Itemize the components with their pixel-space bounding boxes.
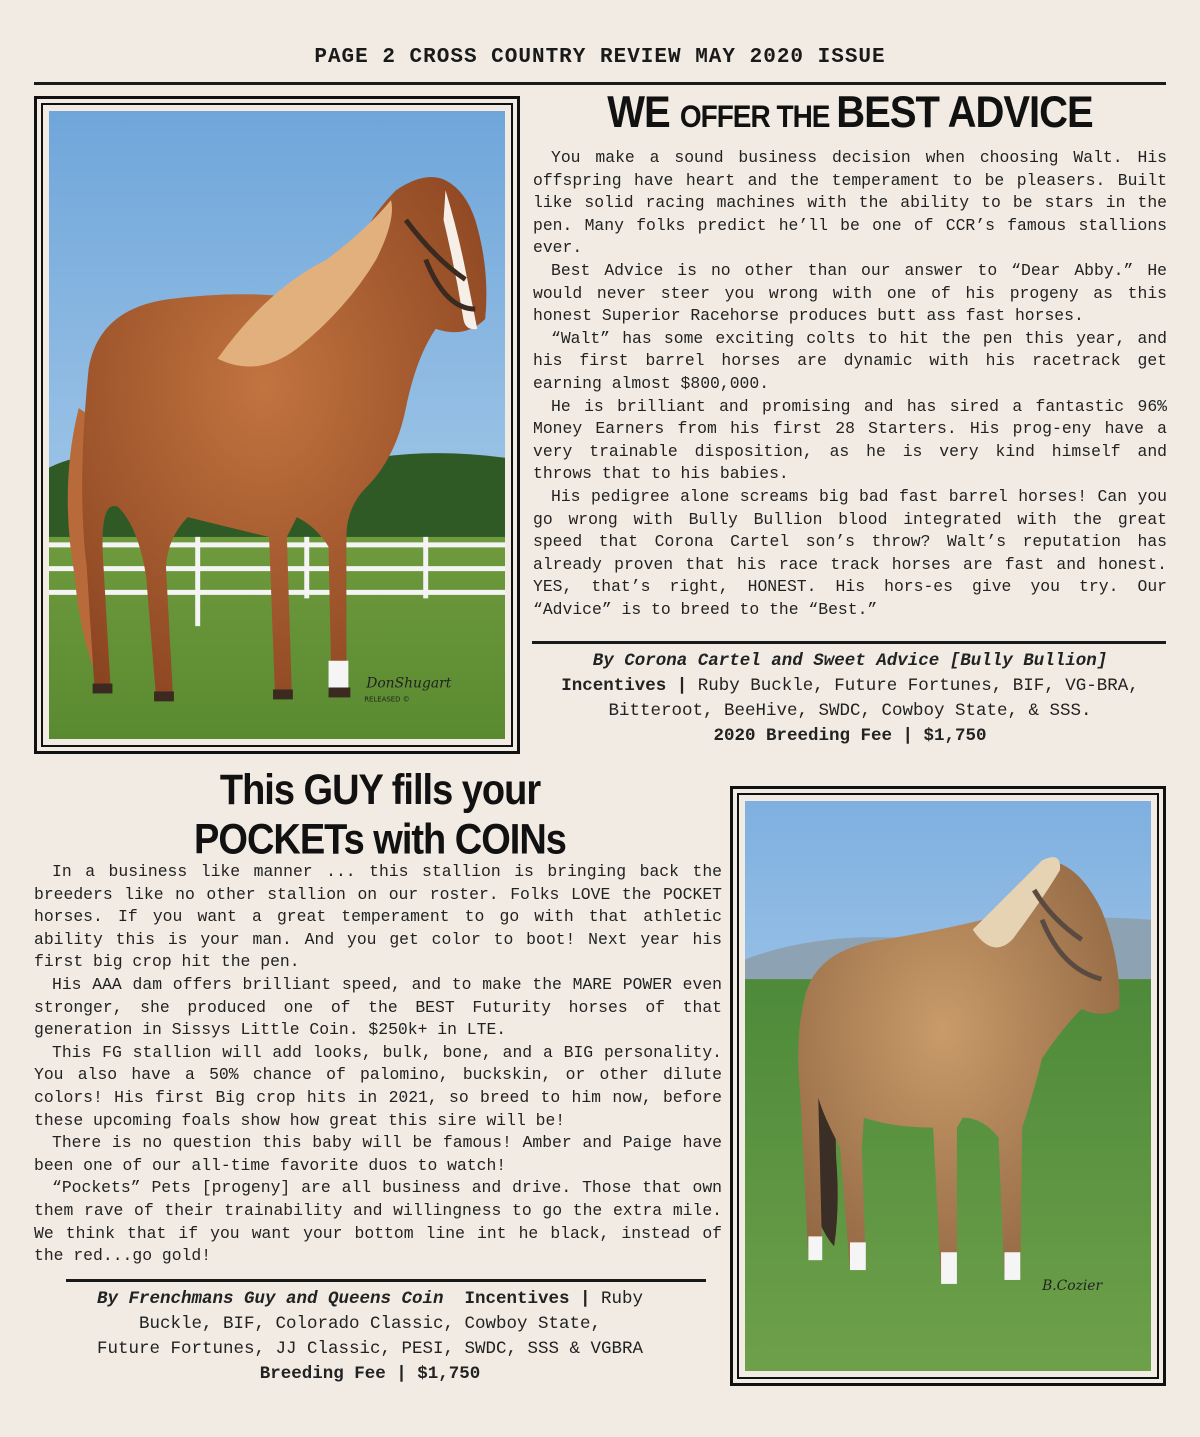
paragraph: Best Advice is no other than our answer to “Dear Abby.” He would never steer you wrong with one of his progeny as this honest Superior Racehorse produces butt ass fast horses. <box>533 260 1167 326</box>
photo-released-mark: RELEASED © <box>364 695 410 704</box>
pedigree-pockets: By Frenchmans Guy and Queens Coin <box>96 1289 444 1309</box>
incentives-list: Future Fortunes, JJ Classic, PESI, SWDC, SSS & VGBRA <box>96 1339 644 1359</box>
incentives-label: Incentives | <box>464 1289 591 1309</box>
paragraph: “Pockets” Pets [progeny] are all business and drive. Those that own them rave of their trainability and willingness to go the extra mile. We think that if you want your bottom line int he black, instead of the red...go gold! <box>34 1178 722 1266</box>
headline-pockets-line1: This GUY fills your <box>219 767 541 815</box>
credits-best-advice <box>530 649 1170 749</box>
headline-best-advice-we: WE <box>607 88 680 138</box>
divider-pockets <box>66 1279 706 1282</box>
paragraph: There is no question this baby will be famous! Amber and Paige have been one of our all-time favorite duos to watch! <box>34 1133 722 1175</box>
article-pockets-body <box>34 861 722 1268</box>
photo-signature-best-advice: DonShugart <box>366 675 452 692</box>
headline-pockets-line2: POCKETs with COINs <box>194 816 566 864</box>
headline-best-advice <box>530 88 1170 138</box>
photo-signature-pockets: B.Cozier <box>1042 1277 1103 1294</box>
credits-pockets <box>30 1287 710 1387</box>
breeding-fee-pockets: Breeding Fee | $1,750 <box>259 1364 481 1384</box>
paragraph: This FG stallion will add looks, bulk, bone, and a BIG personality. You also have a 50% chance of palomino, buckskin, or other dilute colors! His first Big crop hits in 2021, so breed to him now, before these upcoming foals show how great this sire will be! <box>34 1042 722 1130</box>
paragraph: His AAA dam offers brilliant speed, and to make the MARE POWER even stronger, she produced one of the BEST Futurity horses of that generation in Sissys Little Coin. $250k+ in LTE. <box>34 974 722 1040</box>
breeding-fee-best-advice: 2020 Breeding Fee | $1,750 <box>713 726 987 746</box>
photo-frame-pockets <box>730 786 1166 1386</box>
paragraph: He is brilliant and promising and has sired a fantastic 96% Money Earners from his first 28 Starters. His prog-eny have a very trainable disposition, as he is very kind himself and throws that to his babies. <box>533 396 1167 484</box>
incentives-label: Incentives | <box>561 676 688 696</box>
incentives-best-advice <box>530 674 1170 724</box>
page-header: PAGE 2 CROSS COUNTRY REVIEW MAY 2020 ISSUE <box>314 46 886 69</box>
paragraph: In a business like manner ... this stallion is bringing back the breeders like no other stallion on our roster. Folks LOVE the POCKET horses. If you want a great temperament to go with that athletic ability this is your man. And you get color to boot! Next year his first big crop hit the pen. <box>34 862 722 972</box>
horse-photo-best-advice <box>49 111 505 739</box>
horse-photo-pockets <box>745 801 1151 1371</box>
headline-best-advice-offer: OFFER THE <box>679 99 837 134</box>
incentives-list: Ruby Buckle, Future Fortunes, BIF, VG-BRA, Bitteroot, BeeHive, SWDC, Cowboy State, & SSS. <box>608 676 1139 721</box>
photo-frame-best-advice <box>34 96 520 754</box>
divider-best-advice <box>532 641 1166 644</box>
incentives-list: Buckle, BIF, Colorado Classic, Cowboy State, <box>138 1314 602 1334</box>
paragraph: “Walt” has some exciting colts to hit the pen this year, and his first barrel horses are dynamic with his racetrack get earning almost $800,000. <box>533 328 1167 393</box>
paragraph: His pedigree alone screams big bad fast barrel horses! Can you go wrong with Bully Bullion blood integrated with the great speed that Corona Cartel son’s throw? Walt’s reputation has already proven that his race track horses are fast and honest. YES, that’s right, HONEST. His hors-es give you try. Our “Advice” is to breed to the “Best.” <box>533 486 1167 619</box>
article-best-advice-body <box>533 147 1167 621</box>
headline-pockets <box>40 766 720 865</box>
pedigree-incentives-line <box>30 1287 710 1312</box>
headline-best-advice-main: BEST ADVICE <box>836 88 1093 138</box>
incentives-list: Ruby <box>590 1289 644 1309</box>
pedigree-best-advice: By Corona Cartel and Sweet Advice [Bully Bullion] <box>592 651 1108 671</box>
paragraph: You make a sound business decision when choosing Walt. His offspring have heart and the temperament to be pleasers. Built like solid racing machines with the ability to be stars in the pen. Many folks predict he’ll be one of CCR’s famous stallions ever. <box>533 148 1167 258</box>
header-rule <box>34 82 1166 85</box>
